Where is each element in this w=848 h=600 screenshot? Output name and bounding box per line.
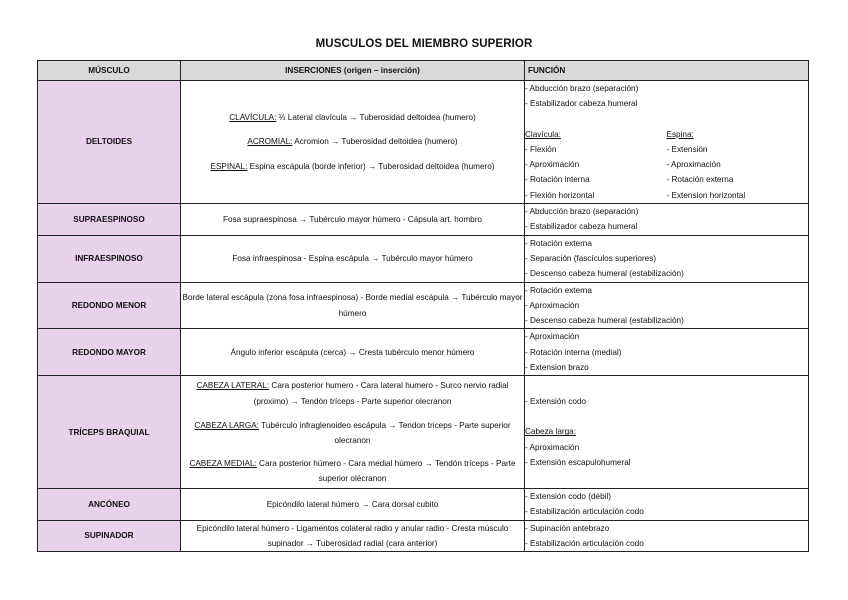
insertion-cabeza-lateral: CABEZA LATERAL: Cara posterior humero - Cara lateral humero - Surco nervio radial (proximo) → Tendón tríceps - Parte superior olecranon: [196, 381, 509, 406]
table-header-row: [38, 61, 809, 81]
function-cell: - Aproximación - Rotación interna (medial) - Extension brazo: [525, 329, 809, 376]
muscle-name: DELTOIDES: [38, 81, 181, 204]
muscles-table: [37, 60, 809, 552]
insertions-cell: [181, 376, 525, 489]
function-cell: - Abducción brazo (separación) - Estabilizador cabeza humeral: [525, 204, 809, 236]
muscle-name: SUPRAESPINOSO: [38, 204, 181, 236]
function-cell: - Extensión codo Cabeza larga: - Aproximación - Extensión escapulohumeral: [525, 376, 809, 489]
row-supinador: [38, 520, 809, 552]
insertions-cell: Fosa infraespinosa - Espina escápula → Tubérculo mayor húmero: [181, 235, 525, 282]
header-muscle: MÚSCULO: [38, 61, 181, 81]
header-function: FUNCIÓN: [525, 61, 809, 81]
row-redondo-menor: [38, 282, 809, 329]
row-supraespinoso: [38, 204, 809, 236]
insertion-cabeza-medial: CABEZA MEDIAL: Cara posterior húmero - Cara medial húmero → Tendón tríceps - Parte superior olécranon: [189, 458, 516, 483]
row-deltoides: [38, 81, 809, 204]
muscle-name: TRÍCEPS BRAQUIAL: [38, 376, 181, 489]
insertion-espinal: ESPINAL: Espina escápula (borde inferior) → Tuberosidad deltoidea (humero): [210, 161, 495, 171]
muscle-name: INFRAESPINOSO: [38, 235, 181, 282]
row-infraespinoso: [38, 235, 809, 282]
function-cell: - Rotación externa - Separación (fascículos superiores) - Descenso cabeza humeral (estabilización): [525, 235, 809, 282]
function-cell: - Rotación externa - Aproximación - Descenso cabeza humeral (estabilización): [525, 282, 809, 329]
row-triceps: [38, 376, 809, 489]
insertions-cell: Fosa supraespinosa → Tubérculo mayor húmero - Cápsula art. hombro: [181, 204, 525, 236]
muscle-name: SUPINADOR: [38, 520, 181, 552]
function-cell: - Supinación antebrazo - Estabilización articulación codo: [525, 520, 809, 552]
muscle-name: REDONDO MENOR: [38, 282, 181, 329]
espina-functions: Espina: - Extensión - Aproximación - Rotación externa - Extension horizontal: [666, 129, 746, 200]
insertions-cell: Epicóndilo lateral húmero → Cara dorsal cubito: [181, 489, 525, 521]
insertion-clavicula: CLAVÍCULA: ⅓ Lateral clavícula → Tuberosidad deltoidea (humero): [229, 113, 476, 123]
insertion-cabeza-larga: CABEZA LARGA: Tubérculo infraglenoideo escápula → Tendon triceps - Parte superior olecranon: [194, 420, 511, 446]
insertions-cell: Epicóndilo lateral húmero - Ligamentos colateral radio y anular radio - Cresta músculo supinador → Tuberosidad radial (cara anterior): [181, 520, 525, 552]
muscle-name: REDONDO MAYOR: [38, 329, 181, 376]
row-anconeo: [38, 489, 809, 521]
insertion-acromial: ACROMIAL: Acromion → Tuberosidad deltoidea (humero): [247, 137, 458, 147]
insertions-cell: Borde lateral escápula (zona fosa infraespinosa) - Borde medial escápula → Tubérculo mayor húmero: [181, 282, 525, 329]
function-cell: - Extensión codo (débil) - Estabilización articulación codo: [525, 489, 809, 521]
function-cell: - Abducción brazo (separación) - Estabilizador cabeza humeral Clavícula: - Flexión - Aproximación - Rotación interna - Flexión horizontal Espina: - Extensión - Aproximación - Rotación externa - Extension horizontal: [525, 81, 809, 204]
insertions-cell: [181, 81, 525, 204]
insertions-cell: Ángulo inferior escápula (cerca) → Cresta tubérculo menor húmero: [181, 329, 525, 376]
page-title: MUSCULOS DEL MIEMBRO SUPERIOR: [315, 38, 533, 50]
row-redondo-mayor: [38, 329, 809, 376]
muscle-name: ANCÓNEO: [38, 489, 181, 521]
clavicula-functions: Clavícula: - Flexión - Aproximación - Rotación interna - Flexión horizontal: [525, 129, 595, 200]
header-insertions: INSERCIONES (origen – inserción): [181, 61, 525, 81]
